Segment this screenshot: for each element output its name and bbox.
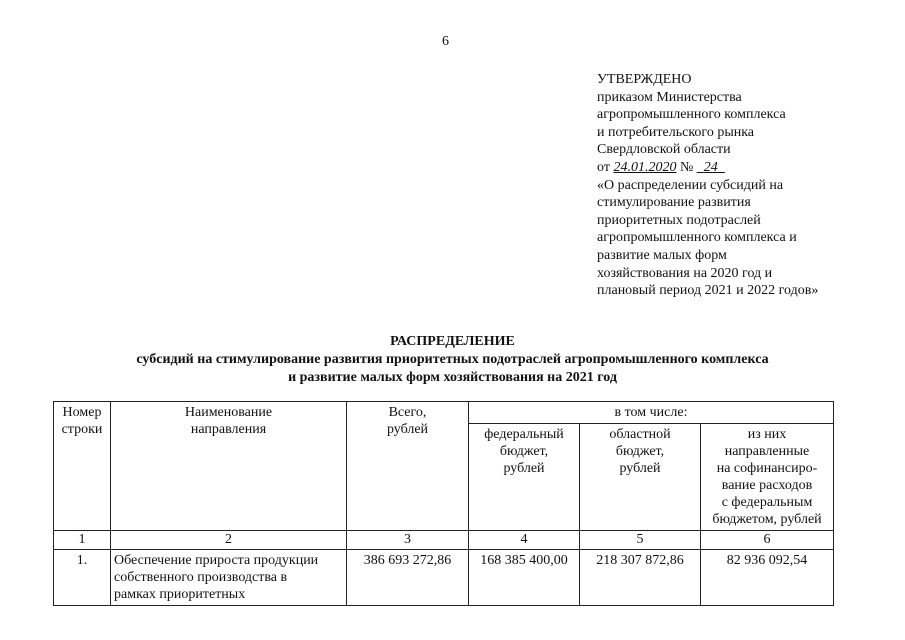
column-number: 6 — [701, 531, 834, 550]
heading-line: и развитие малых форм хозяйствования на 2021 год — [288, 370, 617, 385]
header-cofinancing: из них направленные на софинансиро- вание расходов с федеральным бюджетом, рублей — [701, 424, 834, 531]
header-federal: федеральный бюджет, рублей — [469, 424, 580, 531]
approval-line: и потребительского рынка — [597, 124, 755, 140]
distribution-table — [53, 401, 834, 606]
row-total: 386 693 272,86 — [347, 550, 469, 606]
column-number: 3 — [347, 531, 469, 550]
approval-block — [597, 71, 887, 300]
approval-line: агропромышленного комплекса — [597, 107, 786, 123]
subject-line: агропромышленного комплекса и — [597, 230, 797, 246]
row-federal: 168 385 400,00 — [469, 550, 580, 606]
approval-title: УТВЕРЖДЕНО — [597, 72, 692, 87]
subject-line: плановый период 2021 и 2022 годов» — [597, 283, 819, 299]
header-including: в том числе: — [469, 402, 834, 424]
subject-line: приоритетных подотраслей — [597, 212, 761, 228]
subject-line: развитие малых форм — [597, 247, 727, 263]
header-row-number: Номер строки — [54, 402, 111, 531]
subject-line: «О распределении субсидий на — [597, 177, 784, 193]
table-row — [54, 550, 834, 606]
header-regional: областной бюджет, рублей — [580, 424, 701, 531]
row-cofinancing: 82 936 092,54 — [701, 550, 834, 606]
approval-date-line — [597, 159, 887, 177]
heading-title: РАСПРЕДЕЛЕНИЕ — [390, 334, 515, 349]
date-prefix: от — [597, 159, 610, 175]
row-regional: 218 307 872,86 — [580, 550, 701, 606]
handwritten-date: 24.01.2020 — [613, 159, 677, 175]
column-number: 4 — [469, 531, 580, 550]
number-prefix: № — [679, 159, 694, 175]
column-number-row — [54, 531, 834, 550]
document-heading — [0, 333, 905, 387]
heading-line: субсидий на стимулирование развития приоритетных подотраслей агропромышленного комплекса — [136, 352, 769, 367]
header-total: Всего, рублей — [347, 402, 469, 531]
subject-line: стимулирование развития — [597, 195, 751, 211]
page-number: 6 — [442, 34, 449, 49]
column-number: 2 — [111, 531, 347, 550]
row-name: Обеспечение прироста продукции собственного производства в рамках приоритетных — [111, 550, 347, 606]
handwritten-number: 24 — [703, 159, 718, 175]
column-number: 5 — [580, 531, 701, 550]
row-number: 1. — [54, 550, 111, 606]
column-number: 1 — [54, 531, 111, 550]
approval-line: Свердловской области — [597, 142, 731, 158]
subject-line: хозяйствования на 2020 год и — [597, 265, 773, 281]
header-name: Наименование направления — [111, 402, 347, 531]
approval-line: приказом Министерства — [597, 89, 742, 105]
